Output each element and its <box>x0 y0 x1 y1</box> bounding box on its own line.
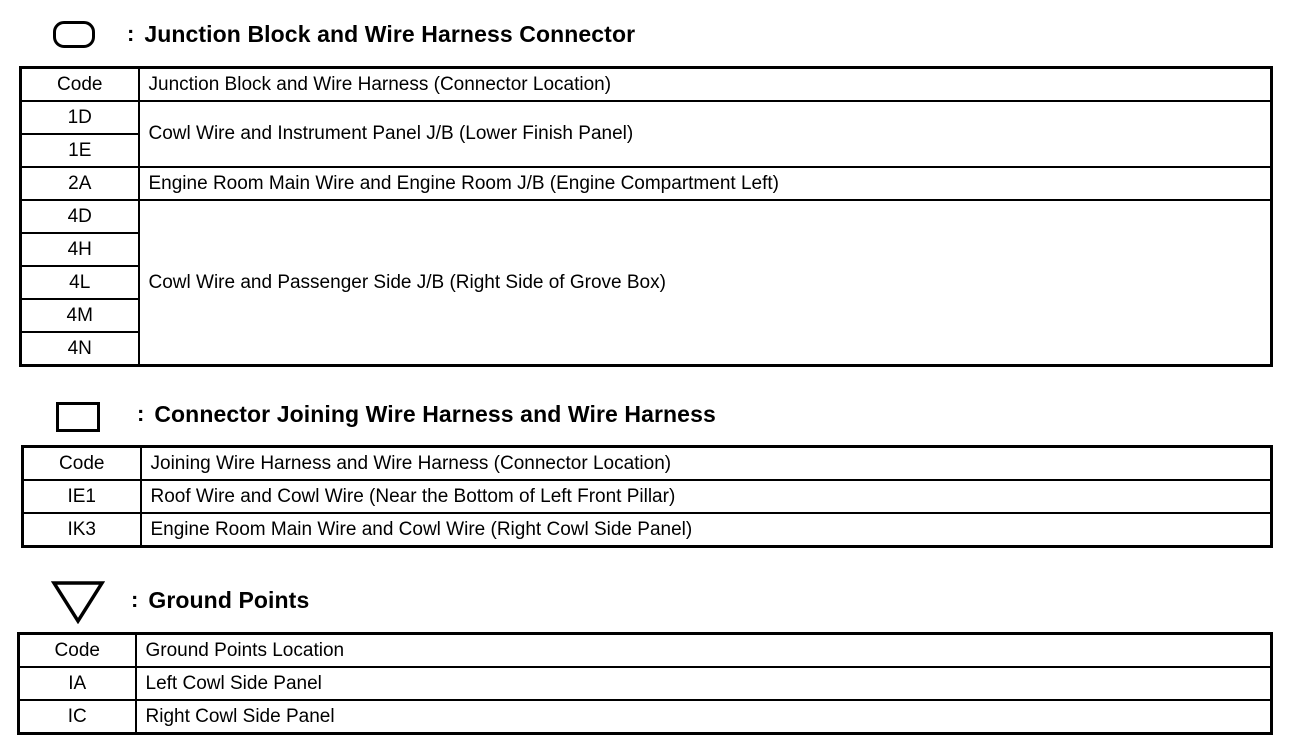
code-cell: 2A <box>21 167 139 200</box>
header-code: Code <box>19 634 136 668</box>
header-desc: Junction Block and Wire Harness (Connector Location) <box>139 68 1272 102</box>
code-cell: 4N <box>21 332 139 366</box>
junction-section-header <box>127 14 635 54</box>
code-cell: 4L <box>21 266 139 299</box>
code-cell: IK3 <box>23 513 141 547</box>
junction-table <box>19 66 1273 367</box>
rectangle-icon <box>56 402 100 432</box>
ground-section-title: Ground Points <box>148 586 310 613</box>
desc-cell: Engine Room Main Wire and Engine Room J/B (Engine Compartment Left) <box>139 167 1272 200</box>
triangle-down-icon <box>51 580 105 629</box>
connector-table <box>21 445 1273 548</box>
desc-cell: Roof Wire and Cowl Wire (Near the Bottom of Left Front Pillar) <box>141 480 1272 513</box>
junction-colon: : <box>127 21 135 46</box>
code-cell: IC <box>19 700 136 734</box>
code-cell: 1E <box>21 134 139 167</box>
header-code: Code <box>21 68 139 102</box>
table-row <box>19 700 1272 734</box>
table-row <box>21 101 1272 134</box>
table-header-row <box>19 634 1272 668</box>
code-cell: 1D <box>21 101 139 134</box>
code-cell: 4D <box>21 200 139 233</box>
table-row <box>23 480 1272 513</box>
table-row <box>19 667 1272 700</box>
table-row <box>21 167 1272 200</box>
connector-section-title: Connector Joining Wire Harness and Wire Harness <box>154 400 716 427</box>
ground-section-header <box>131 580 309 620</box>
header-desc: Ground Points Location <box>136 634 1272 668</box>
desc-cell: Left Cowl Side Panel <box>136 667 1272 700</box>
code-cell: 4H <box>21 233 139 266</box>
code-cell: 4M <box>21 299 139 332</box>
desc-cell: Cowl Wire and Passenger Side J/B (Right Side of Grove Box) <box>139 200 1272 366</box>
connector-colon: : <box>137 401 145 426</box>
table-header-row <box>21 68 1272 102</box>
ground-table <box>17 632 1273 735</box>
junction-section-title: Junction Block and Wire Harness Connector <box>144 20 636 47</box>
ground-colon: : <box>131 587 139 612</box>
table-header-row <box>23 447 1272 481</box>
desc-cell: Cowl Wire and Instrument Panel J/B (Lower Finish Panel) <box>139 101 1272 167</box>
connector-section-header <box>137 394 716 434</box>
code-cell: IA <box>19 667 136 700</box>
table-row <box>21 200 1272 233</box>
rounded-rectangle-icon <box>53 21 95 48</box>
header-code: Code <box>23 447 141 481</box>
code-cell: IE1 <box>23 480 141 513</box>
header-desc: Joining Wire Harness and Wire Harness (Connector Location) <box>141 447 1272 481</box>
desc-cell: Engine Room Main Wire and Cowl Wire (Right Cowl Side Panel) <box>141 513 1272 547</box>
table-row <box>23 513 1272 547</box>
desc-cell: Right Cowl Side Panel <box>136 700 1272 734</box>
